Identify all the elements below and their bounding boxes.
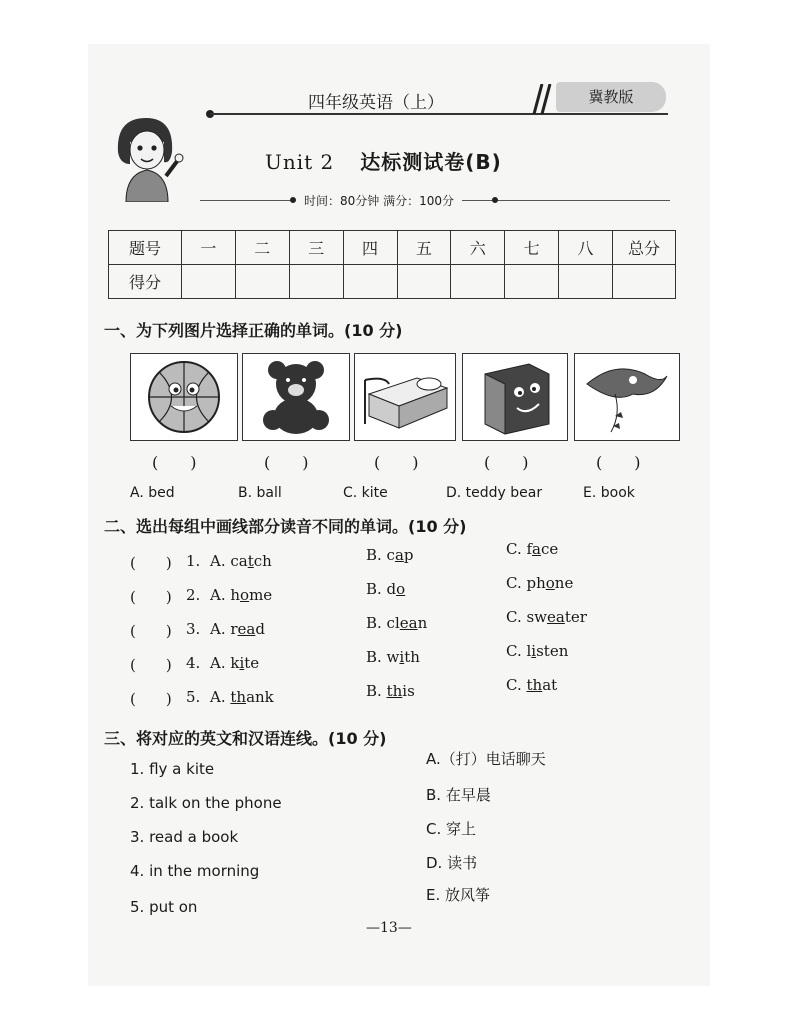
english-item[interactable]: 5. put on <box>130 898 198 916</box>
word-part: ( ) <box>130 690 172 708</box>
word-part: th <box>404 648 420 666</box>
english-item[interactable]: 2. talk on the phone <box>130 794 282 812</box>
answer-paren[interactable]: ( ) <box>596 453 641 472</box>
book-picture <box>462 353 568 441</box>
underlined-part: i <box>531 642 537 660</box>
option-b <box>366 614 427 632</box>
underlined-part: a <box>532 540 541 558</box>
word-part: at <box>542 676 558 694</box>
score-cell: 六 <box>451 231 505 265</box>
score-cell: 八 <box>559 231 613 265</box>
score-table <box>108 230 676 299</box>
word-part: ( ) <box>130 622 172 640</box>
option-b <box>366 648 420 666</box>
score-cell: 题号 <box>109 231 182 265</box>
chinese-item[interactable]: B. 在早晨 <box>426 786 491 804</box>
underlined-part: ea <box>399 614 418 632</box>
word-part: B. cl <box>366 614 400 632</box>
word-part: p <box>403 546 414 564</box>
word-part: A. h <box>210 586 241 604</box>
word-part: ter <box>564 608 587 626</box>
answer-paren[interactable] <box>130 688 172 709</box>
word-part: A. k <box>210 654 240 672</box>
word-part: 3. <box>186 620 201 638</box>
word-part: A. ca <box>210 552 248 570</box>
underlined-part: th <box>230 688 247 706</box>
score-table-header-row <box>109 231 676 265</box>
underlined-part: ea <box>547 608 565 626</box>
question-number <box>186 654 200 672</box>
section2-heading: 二、选出每组中画线部分读音不同的单词。(10 分) <box>104 517 467 536</box>
score-input-cell[interactable] <box>289 265 343 299</box>
option-a <box>210 688 274 706</box>
score-cell: 三 <box>289 231 343 265</box>
answer-paren[interactable] <box>130 586 172 607</box>
word-part: sten <box>536 642 569 660</box>
underlined-part: i <box>239 654 245 672</box>
word-part: ( ) <box>130 588 172 606</box>
underlined-part: o <box>545 574 555 592</box>
score-table-score-row <box>109 265 676 299</box>
score-input-cell[interactable] <box>559 265 613 299</box>
unit-label: Unit 2 <box>265 150 335 174</box>
underlined-part: o <box>396 580 406 598</box>
word-part: 1. <box>186 552 201 570</box>
option-b <box>366 546 414 564</box>
word-part: ch <box>253 552 272 570</box>
underlined-part: i <box>399 648 405 666</box>
score-cell: 四 <box>343 231 397 265</box>
word-part: te <box>244 654 260 672</box>
answer-paren[interactable]: ( ) <box>484 453 529 472</box>
word-part: ce <box>540 540 559 558</box>
word-option: C. kite <box>343 485 388 501</box>
underlined-part: a <box>394 546 404 564</box>
option-a <box>210 586 272 604</box>
bed-picture <box>354 353 456 441</box>
option-b <box>366 682 415 700</box>
option-c <box>506 642 568 660</box>
score-input-cell[interactable] <box>451 265 505 299</box>
meta-dot-right <box>492 197 498 203</box>
question-number <box>186 586 200 604</box>
word-part: A. r <box>210 620 238 638</box>
word-part: 2. <box>186 586 201 604</box>
kite-picture <box>574 353 680 441</box>
header-stripes-decoration <box>530 84 556 114</box>
score-cell: 七 <box>505 231 559 265</box>
score-input-cell[interactable] <box>235 265 289 299</box>
word-part: B. w <box>366 648 400 666</box>
word-part: ( ) <box>130 554 172 572</box>
underlined-part: t <box>247 552 254 570</box>
teddy-bear-picture <box>242 353 350 441</box>
option-c <box>506 676 557 694</box>
word-part: n <box>417 614 428 632</box>
question-number <box>186 620 200 638</box>
word-option: E. book <box>583 485 635 501</box>
option-c <box>506 540 558 558</box>
basketball-picture <box>130 353 238 441</box>
word-part: me <box>249 586 273 604</box>
option-c <box>506 574 573 592</box>
score-input-cell[interactable] <box>343 265 397 299</box>
section3-heading: 三、将对应的英文和汉语连线。(10 分) <box>104 729 387 748</box>
underlined-part: o <box>240 586 250 604</box>
chinese-item[interactable]: D. 读书 <box>426 854 478 872</box>
word-part: C. l <box>506 642 532 660</box>
option-b <box>366 580 405 598</box>
word-part: 5. <box>186 688 201 706</box>
underlined-part: th <box>386 682 403 700</box>
word-part: ne <box>554 574 574 592</box>
edition-badge: 冀教版 <box>556 82 666 112</box>
word-part: C. f <box>506 540 533 558</box>
time-score-info: 时间：80分钟 满分：100分 <box>296 192 462 209</box>
answer-paren[interactable] <box>130 552 172 573</box>
score-input-cell[interactable] <box>397 265 451 299</box>
word-part: is <box>402 682 415 700</box>
word-option: D. teddy bear <box>446 485 543 501</box>
answer-paren[interactable] <box>130 620 172 641</box>
question-number <box>186 552 200 570</box>
word-part: A. <box>210 688 231 706</box>
word-part: B. c <box>366 546 395 564</box>
score-row-label: 得分 <box>109 265 182 299</box>
english-item[interactable]: 3. read a book <box>130 828 239 846</box>
score-cell: 二 <box>235 231 289 265</box>
question-number <box>186 688 200 706</box>
chinese-item[interactable]: A.（打）电话聊天 <box>426 750 546 768</box>
word-part: ank <box>246 688 274 706</box>
score-cell: 五 <box>397 231 451 265</box>
option-a <box>210 620 265 638</box>
answer-paren[interactable]: ( ) <box>152 453 197 472</box>
word-part: B. <box>366 682 387 700</box>
word-part: d <box>255 620 265 638</box>
option-a <box>210 654 259 672</box>
score-input-cell[interactable] <box>182 265 236 299</box>
test-title <box>265 146 502 175</box>
word-option: B. ball <box>238 485 282 501</box>
english-item[interactable]: 1. fly a kite <box>130 760 215 778</box>
score-cell: 一 <box>182 231 236 265</box>
grade-title: 四年级英语（上） <box>308 93 444 113</box>
option-c <box>506 608 587 626</box>
answer-paren[interactable]: ( ) <box>264 453 309 472</box>
english-item[interactable]: 4. in the morning <box>130 862 260 880</box>
header-rule <box>210 113 668 115</box>
word-part: C. ph <box>506 574 546 592</box>
section1-heading: 一、为下列图片选择正确的单词。(10 分) <box>104 321 403 340</box>
word-part: C. <box>506 676 527 694</box>
answer-paren[interactable]: ( ) <box>374 453 419 472</box>
word-part: C. sw <box>506 608 548 626</box>
word-part: B. d <box>366 580 397 598</box>
word-option: A. bed <box>130 485 175 501</box>
option-a <box>210 552 272 570</box>
score-input-cell[interactable] <box>505 265 559 299</box>
page-number: —13— <box>366 920 412 936</box>
girl-illustration <box>108 112 186 202</box>
score-input-cell[interactable] <box>613 265 676 299</box>
chinese-item[interactable]: E. 放风筝 <box>426 886 491 904</box>
word-part: 4. <box>186 654 201 672</box>
score-cell: 总分 <box>613 231 676 265</box>
underlined-part: th <box>526 676 543 694</box>
word-part: ( ) <box>130 656 172 674</box>
answer-paren[interactable] <box>130 654 172 675</box>
underlined-part: ea <box>237 620 256 638</box>
chinese-item[interactable]: C. 穿上 <box>426 820 477 838</box>
test-name: 达标测试卷(B) <box>360 150 502 174</box>
